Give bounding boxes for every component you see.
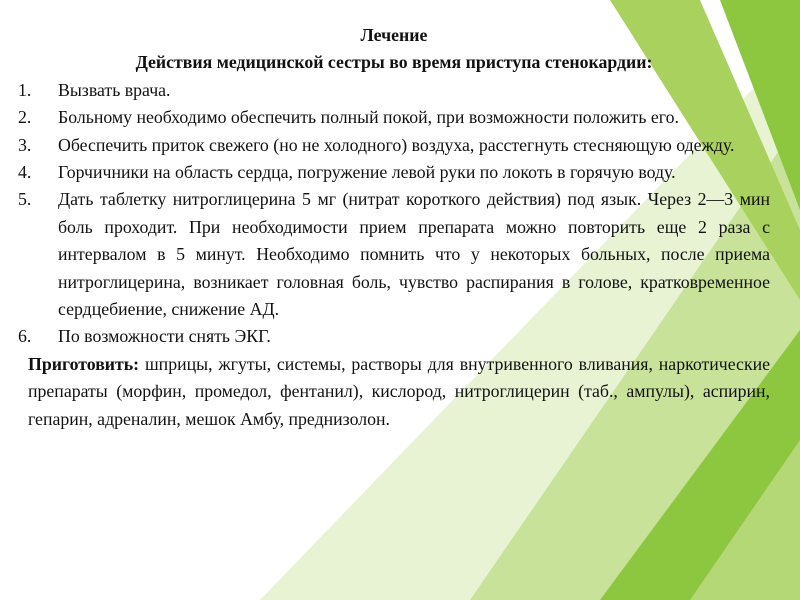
preparation-paragraph bbox=[18, 351, 770, 433]
list-number: 1. bbox=[18, 79, 32, 100]
list-number: 5. bbox=[18, 189, 32, 210]
list-number: 4. bbox=[18, 162, 32, 183]
preparation-text: шприцы, жгуты, системы, растворы для внутривенного вливания, наркотические препараты (морфин, промедол, фентанил), кислород, нитроглицерин (таб., ампулы), аспирин, гепарин, адреналин, мешок Амбу, преднизолон. bbox=[28, 353, 770, 429]
list-number: 2. bbox=[18, 107, 32, 128]
slide-subtitle: Действия медицинской сестры во время приступа стенокардии: bbox=[135, 52, 653, 73]
list-text: Горчичники на область сердца, погружение левой руки по локоть в горячую воду. bbox=[58, 162, 676, 183]
list-item bbox=[18, 323, 770, 350]
slide-content bbox=[18, 22, 770, 433]
list-text: Больному необходимо обеспечить полный покой, при возможности положить его. bbox=[58, 107, 679, 128]
list-item bbox=[18, 186, 770, 323]
list-number: 3. bbox=[18, 134, 32, 155]
list-number: 6. bbox=[18, 326, 32, 347]
action-list bbox=[18, 77, 770, 351]
list-item bbox=[18, 132, 770, 159]
slide-title: Лечение bbox=[360, 25, 428, 45]
list-text: Дать таблетку нитроглицерина 5 мг (нитрат короткого действия) под язык. Через 2—3 мин боль проходит. При необходимости прием препарата можно повторить еще 2 раза с интервалом в 5 минут. Необходимо помнить что у некоторых больных, после приема нитроглицерина, возникает головная боль, чувство распирания в голове, кратковременное сердцебиение, снижение АД. bbox=[58, 189, 770, 320]
list-text: Обеспечить приток свежего (но не холодного) воздуха, расстегнуть стесняющую одежду. bbox=[58, 134, 735, 155]
list-item bbox=[18, 159, 770, 186]
list-text: Вызвать врача. bbox=[58, 79, 171, 100]
list-item bbox=[18, 104, 770, 131]
preparation-label: Приготовить: bbox=[28, 353, 140, 374]
list-item bbox=[18, 77, 770, 104]
list-text: По возможности снять ЭКГ. bbox=[58, 326, 271, 347]
